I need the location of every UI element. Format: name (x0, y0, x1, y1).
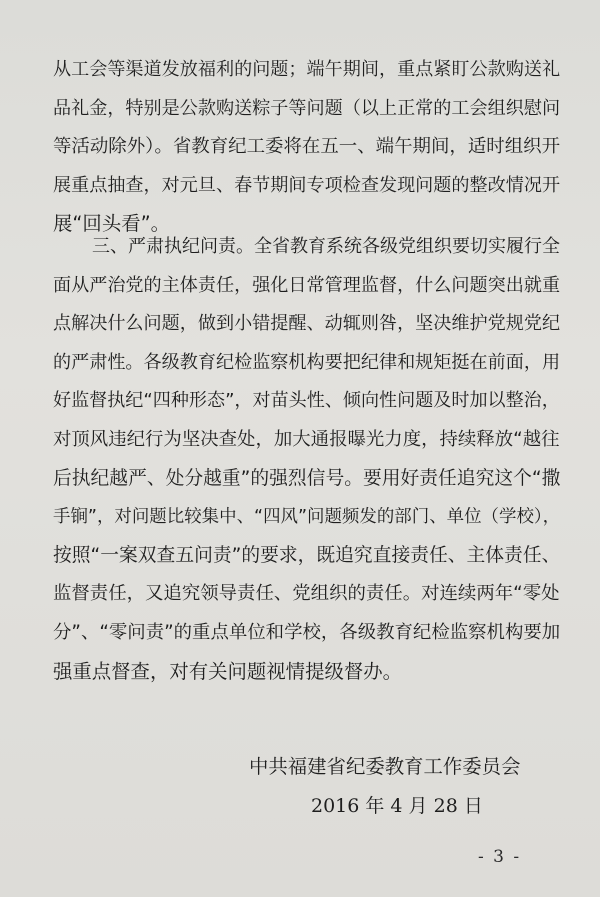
text-line: 按照“一案双查五问责”的要求，既追究直接责任、主体责任、 (53, 544, 561, 566)
text-line: 分”、“零问责”的重点单位和学校，各级教育纪检监察机构要加 (53, 622, 561, 643)
text-line: 后执纪越严、处分越重”的强烈信号。要用好责任追究这个“撒 (53, 467, 561, 489)
signature-organization: 中共福建省纪委教育工作委员会 (249, 755, 521, 778)
text-line: 品礼金，特别是公款购送粽子等问题（以上正常的工会组织慰问 (53, 97, 561, 119)
section-heading-line: 三、严肃执纪问责。全省教育系统各级党组织要切实履行全 (92, 236, 560, 257)
page-number: - 3 - (478, 847, 522, 867)
text-line: 手锏”，对问题比较集中、“四风”问题频发的部门、单位（学校）， (53, 507, 561, 528)
text-line: 监督责任，又追究领导责任、党组织的责任。对连续两年“零处 (53, 583, 560, 605)
text-line: 的严肃性。各级教育纪检监察机构要把纪律和规矩挺在前面，用 (53, 351, 561, 373)
text-line: 好监督执纪“四种形态”，对苗头性、倾向性问题及时加以整治， (53, 390, 560, 412)
text-line: 从工会等渠道发放福利的问题；端午期间，重点紧盯公款购送礼 (53, 59, 561, 80)
text-line: 对顶风违纪行为坚决查处，加大通报曝光力度，持续释放“越往 (53, 429, 560, 450)
text-line: 强重点督查，对有关问题视情提级督办。 (53, 659, 403, 683)
text-line: 等活动除外）。省教育纪工委将在五一、端午期间，适时组织开 (53, 136, 561, 158)
text-line: 点解决什么问题，做到小错提醒、动辄则咎，坚决维护党规党纪 (53, 313, 561, 335)
signature-date: 2016 年 4 月 28 日 (311, 795, 483, 817)
text-line: 展重点抽查，对元旦、春节期间专项检查发现问题的整改情况开 (53, 174, 561, 196)
text-line: 面从严治党的主体责任，强化日常管理监督，什么问题突出就重 (53, 274, 561, 296)
text-line: 展“回头看”。 (53, 212, 171, 236)
